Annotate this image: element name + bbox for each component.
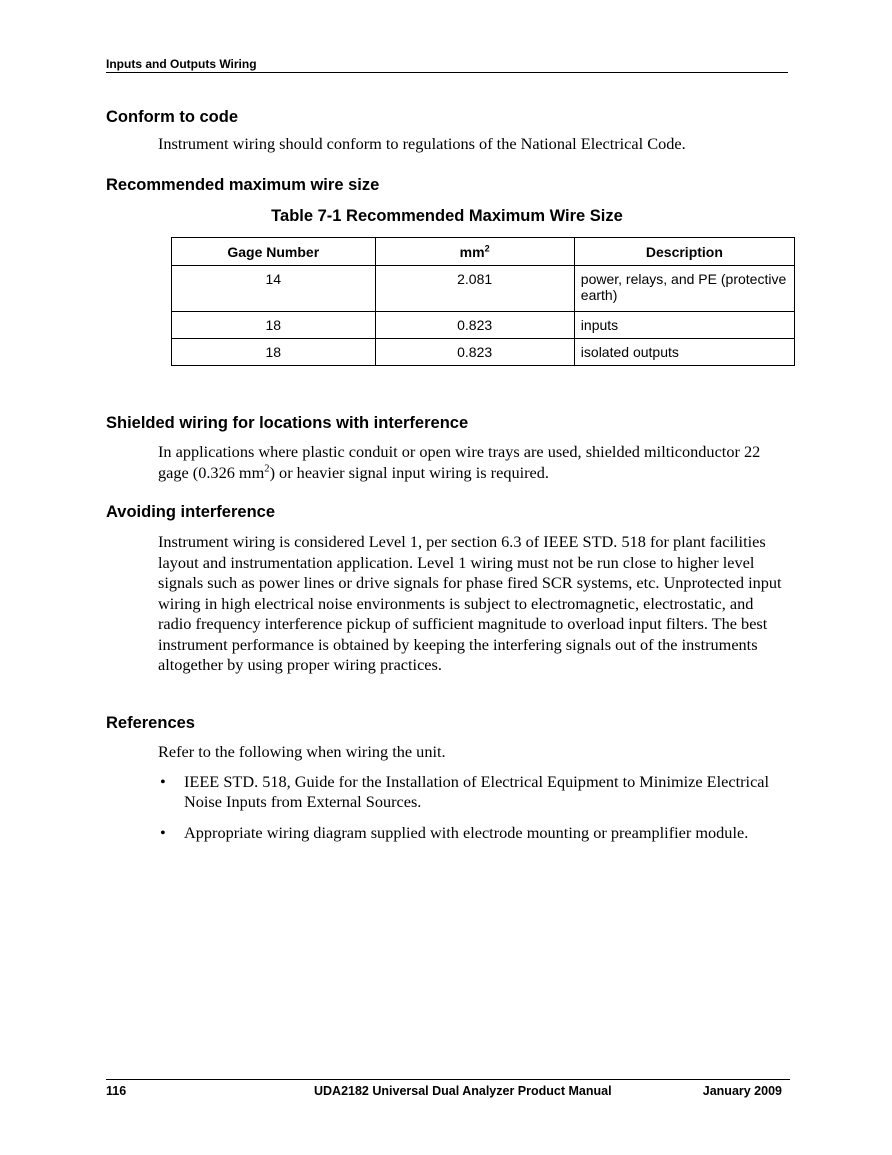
column-header-description: Description	[574, 238, 794, 266]
cell-mm2: 0.823	[375, 312, 574, 339]
list-item	[160, 771, 788, 813]
superscript: 2	[264, 463, 270, 475]
cell-description: isolated outputs	[574, 339, 794, 366]
section-heading: References	[106, 714, 195, 732]
publication-date: January 2009	[702, 1084, 782, 1098]
wire-size-table	[171, 237, 795, 366]
section-heading: Recommended maximum wire size	[106, 176, 380, 194]
table-caption: Table 7-1 Recommended Maximum Wire Size	[271, 207, 623, 225]
table-row	[172, 312, 795, 339]
cell-gage: 18	[172, 312, 376, 339]
column-header-mm2-base: mm	[459, 243, 485, 260]
page-footer	[106, 1079, 790, 1101]
manual-title: UDA2182 Universal Dual Analyzer Product Manual	[314, 1084, 612, 1098]
section-heading: Avoiding interference	[106, 503, 276, 521]
section-shielded-wiring	[106, 413, 788, 483]
paragraph	[106, 442, 788, 483]
reference-list	[106, 772, 788, 844]
section-conform-to-code	[106, 107, 788, 155]
cell-mm2: 2.081	[375, 266, 574, 312]
cell-gage: 18	[172, 339, 376, 366]
list-item	[160, 822, 788, 844]
table-row	[172, 266, 795, 312]
paragraph: Instrument wiring is considered Level 1, per section 6.3 of IEEE STD. 518 for plant facilities layout and instrumentation application. Level 1 wiring must not be run close to higher level signals such as power lines or drive signals for phase fired SCR systems, etc. Unprotected input wiring in high electrical noise environments is subject to electromagnetic, electrostatic, and radio frequency interference pickup of sufficient magnitude to overload input filters. The best instrument performance is obtained by keeping the interfering signals out of the instruments altogether by using proper wiring practices.	[158, 532, 782, 674]
paragraph: Refer to the following when wiring the unit.	[158, 742, 446, 761]
cell-description: inputs	[574, 312, 794, 339]
bullet-icon: •	[160, 822, 166, 842]
column-header-mm2	[375, 238, 574, 266]
cell-gage: 14	[172, 266, 376, 312]
bullet-icon: •	[160, 771, 166, 791]
cell-mm2: 0.823	[375, 339, 574, 366]
list-item-text: Appropriate wiring diagram supplied with electrode mounting or preamplifier module.	[184, 822, 749, 842]
table-header-row	[172, 238, 795, 266]
list-item-text: IEEE STD. 518, Guide for the Installation of Electrical Equipment to Minimize Electrical Noise Inputs from External Sources.	[184, 771, 770, 811]
column-header-mm2-superscript: 2	[484, 242, 490, 253]
section-avoiding-interference	[106, 502, 788, 676]
page-number: 116	[106, 1084, 127, 1098]
paragraph-text-part: In applications where plastic conduit or open wire trays are used, shielded milticonductor 22 gage (0.326 mm	[158, 442, 761, 482]
running-header: Inputs and Outputs Wiring	[106, 57, 788, 73]
table-row	[172, 339, 795, 366]
column-header-gage: Gage Number	[172, 238, 376, 266]
section-references	[106, 713, 788, 853]
paragraph-text-part: ) or heavier signal input wiring is required.	[269, 462, 549, 482]
section-heading: Shielded wiring for locations with interference	[106, 414, 469, 432]
section-wire-size	[106, 175, 788, 195]
paragraph: Instrument wiring should conform to regulations of the National Electrical Code.	[158, 134, 686, 153]
cell-description: power, relays, and PE (protective earth)	[574, 266, 794, 312]
section-heading: Conform to code	[106, 108, 238, 126]
